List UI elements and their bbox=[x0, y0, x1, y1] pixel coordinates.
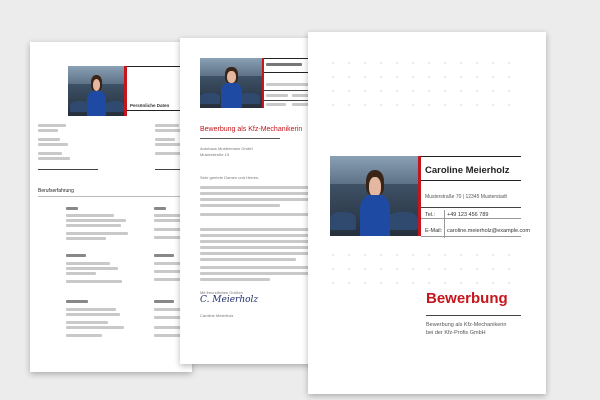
letter-heading: Bewerbung als Kfz-Mechanikerin bbox=[200, 126, 303, 133]
cover-sheet bbox=[308, 32, 546, 394]
accent-bar-front bbox=[418, 156, 421, 236]
recipient-line-1: Autohaus Mustermann GmbH bbox=[200, 146, 253, 151]
signature: C. Meierholz bbox=[200, 295, 259, 305]
recipient-line-2: Musterstraße 15 bbox=[200, 152, 230, 157]
cv-sheet bbox=[30, 42, 192, 372]
applicant-photo bbox=[68, 66, 124, 116]
email-value: caroline.meierholz@example.com bbox=[447, 228, 530, 234]
applicant-photo-small bbox=[200, 58, 262, 108]
signer-name: Caroline Meierholz bbox=[200, 313, 234, 318]
tel-value: +49 123 456 789 bbox=[447, 212, 489, 218]
applicant-photo-large bbox=[330, 156, 418, 236]
accent-bar bbox=[124, 66, 127, 116]
dot-pattern-top bbox=[332, 62, 510, 106]
personal-data-label: Persönliche Daten bbox=[130, 103, 170, 108]
tel-label: Tel.: bbox=[425, 212, 436, 218]
cover-letter-sheet bbox=[180, 38, 320, 364]
applicant-name: Caroline Meierholz bbox=[425, 165, 510, 176]
closing: Mit freundlichen Grüßen bbox=[200, 290, 243, 295]
cover-subtitle-2: bei der Kfz-Profis GmbH bbox=[426, 330, 486, 336]
dot-pattern-bottom bbox=[332, 254, 510, 284]
salutation: Sehr geehrte Damen und Herren, bbox=[200, 175, 260, 180]
address: Musterstraße 70 | 12345 Musterstadt bbox=[425, 194, 507, 200]
section-title-experience: Berufserfahrung bbox=[38, 188, 74, 194]
email-label: E-Mail: bbox=[425, 228, 443, 234]
cover-subtitle-1: Bewerbung als Kfz-Mechanikerin bbox=[426, 322, 507, 328]
cover-title: Bewerbung bbox=[426, 290, 508, 307]
